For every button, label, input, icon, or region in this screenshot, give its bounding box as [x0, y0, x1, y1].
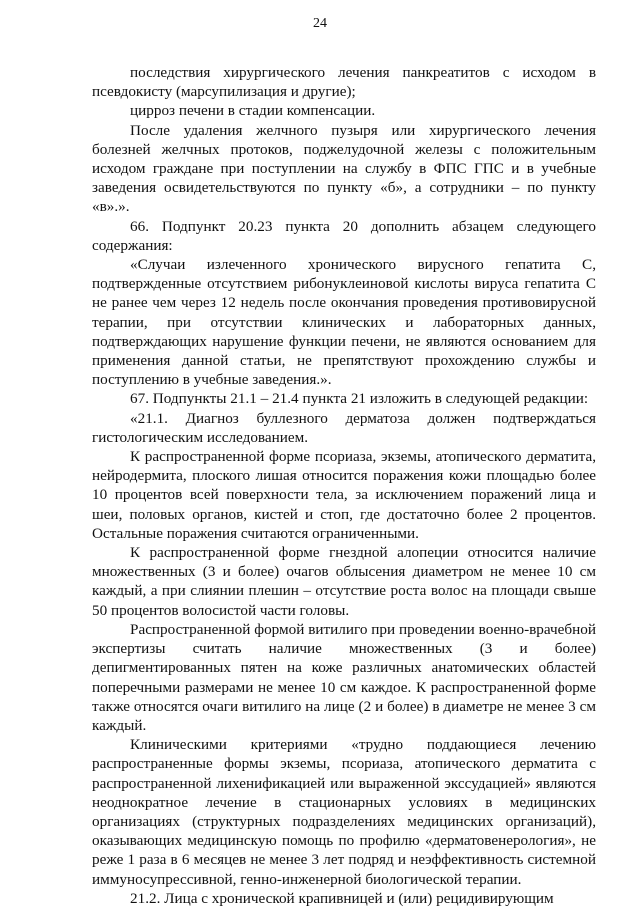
paragraph: К распространенной форме псориаза, экземы, атопического дерматита, нейродермита, плоского лишая относится поражения кожи площадью более 10 процентов всей поверхности тела, за исключением поражений лица и шеи, половых органов, кистей и стоп, где достаточно более 2 процентов. Остальные поражения считаются ограниченными. [92, 448, 596, 542]
paragraph: «21.1. Диагноз буллезного дерматоза должен подтверждаться гистологическим исследованием. [92, 409, 596, 446]
paragraph: 67. Подпункты 21.1 – 21.4 пункта 21 изложить в следующей редакции: [130, 390, 589, 408]
page-number: 24 [313, 16, 327, 31]
paragraph: После удаления желчного пузыря или хирургического лечения болезней желчных протоков, поджелудочной железы с положительным исходом граждане при поступлении на службу в ФПС ГПС и в учебные заведения освидетельствуются по пункту «б», а сотрудники – по пункту «в».». [92, 121, 596, 216]
paragraph: 21.2. Лица с хронической крапивницей и (или) рецидивирующим [130, 889, 554, 907]
paragraph: «Случаи излеченного хронического вирусного гепатита С, подтвержденные отсутствием рибонуклеиновой кислоты вируса гепатита С не ранее чем через 12 недель после окончания проведения противовирусной терапии, при отсутствии клинических и лабораторных данных, подтверждающих нарушение функции печени, не являются основанием для применения данной статьи, не препятствуют прохождению службы и поступлению в учебные заведения.». [92, 256, 596, 389]
paragraph: 66. Подпункт 20.23 пункта 20 дополнить абзацем следующего содержания: [92, 217, 596, 254]
paragraph: цирроз печени в стадии компенсации. [130, 102, 376, 120]
document-body [92, 63, 596, 908]
paragraph: последствия хирургического лечения панкреатитов с исходом в псевдокисту (марсупилизация и другие); [92, 64, 596, 101]
paragraph: Клиническими критериями «трудно поддающиеся лечению распространенные формы экземы, псориаза, атопического дерматита с распространенной лихенификацией или выраженной экссудацией» являются неоднократное лечение в стационарных условиях в медицинских организациях (структурных подразделениях медицинских организаций), оказывающих медицинскую помощь по профилю «дерматовенерология», не реже 1 раза в 6 месяцев не менее 3 лет подряд и неэффективность системной иммуносупрессивной, генно-инженерной биологической терапии. [92, 736, 596, 888]
paragraph: Распространенной формой витилиго при проведении военно-врачебной экспертизы считать наличие множественных (3 и более) депигментированных пятен на коже различных анатомических областей поперечными размерами не менее 10 см каждое. К распространенной форме также относятся очаги витилиго на лице (2 и более) в диаметре не менее 3 см каждый. [92, 620, 596, 734]
paragraph: К распространенной форме гнездной алопеции относится наличие множественных (3 и более) очагов облысения диаметром не менее 10 см каждый, а при слиянии плешин – отсутствие роста волос на площади свыше 50 процентов волосистой части головы. [92, 544, 596, 619]
